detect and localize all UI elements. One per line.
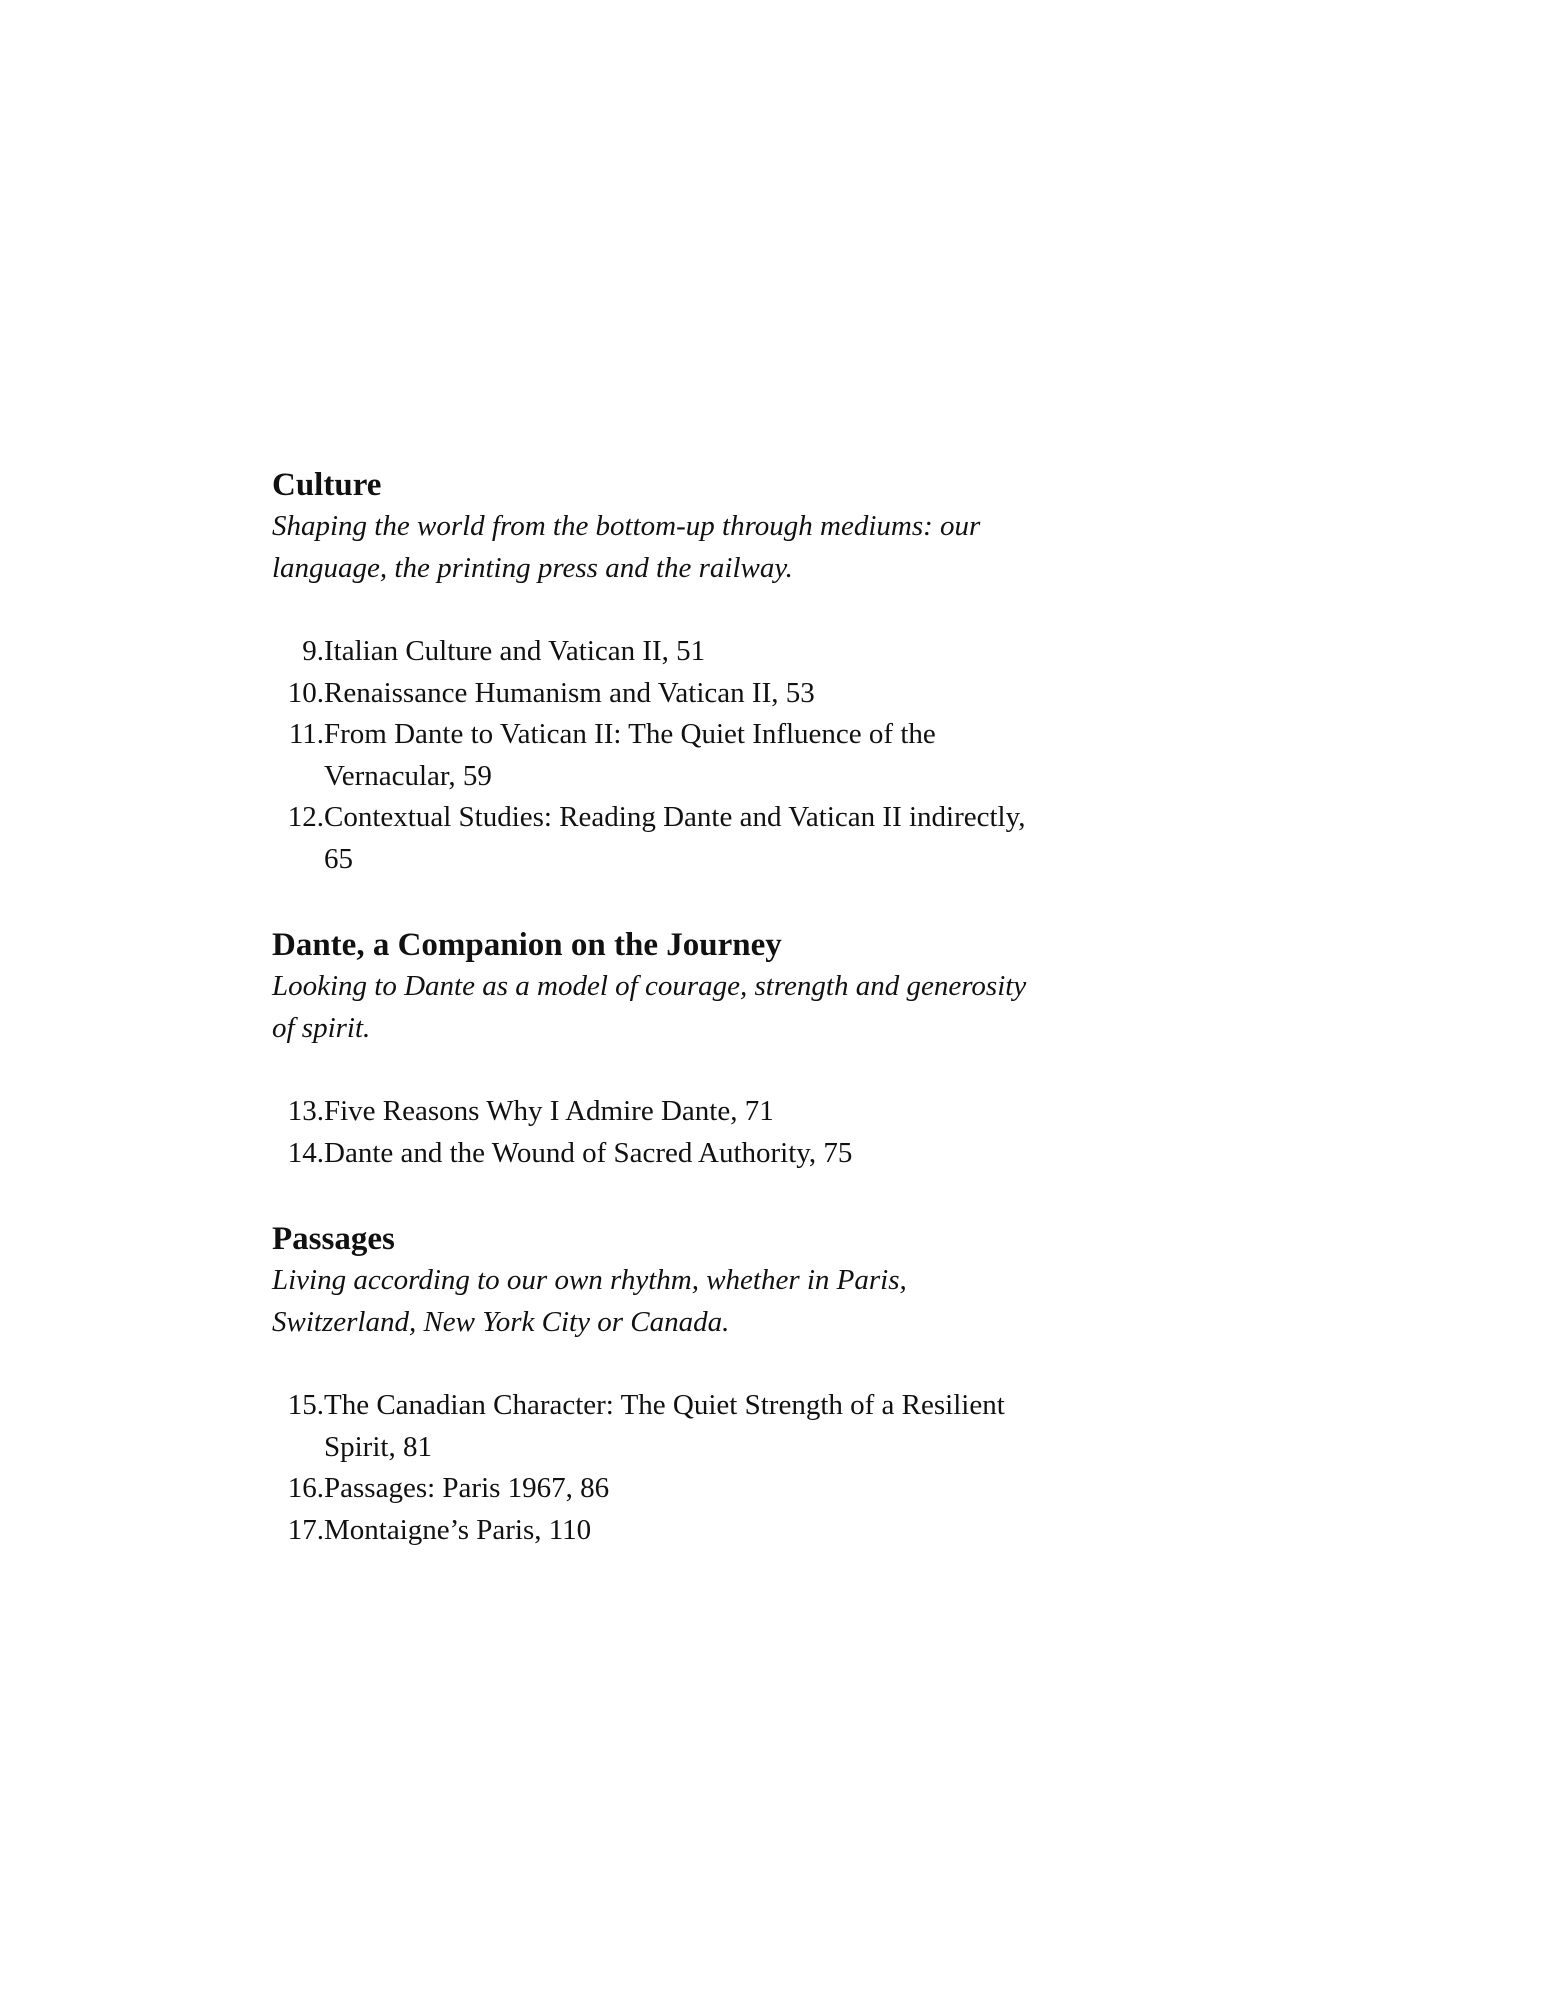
entry-list <box>272 631 1032 880</box>
entry-number: 9. <box>302 635 324 667</box>
entry-number: 15. <box>287 1389 324 1421</box>
contents-entry <box>272 1468 1032 1510</box>
entry-list <box>272 1385 1032 1551</box>
entry-title: Passages: Paris 1967, 86 <box>324 1472 610 1504</box>
entry-number: 11. <box>288 718 324 750</box>
contents-entry <box>272 714 1032 797</box>
section-title: Dante, a Companion on the Journey <box>272 927 782 963</box>
entry-title: From Dante to Vatican II: The Quiet Influence of the Vernacular, 59 <box>324 718 936 792</box>
section-title: Passages <box>272 1221 395 1257</box>
entry-title: Renaissance Humanism and Vatican II, 53 <box>324 676 815 709</box>
section-passages <box>272 1218 1032 1551</box>
entry-number: 16. <box>287 1472 324 1504</box>
entry-number: 12. <box>287 801 324 833</box>
entry-title: Montaigne’s Paris, 110 <box>324 1513 592 1546</box>
entry-number: 10. <box>287 676 324 709</box>
contents-entry <box>272 631 1032 673</box>
entry-title: Five Reasons Why I Admire Dante, 71 <box>324 1095 774 1127</box>
entry-title: Dante and the Wound of Sacred Authority, 75 <box>324 1136 853 1169</box>
section-description: Living according to our own rhythm, whether in Paris, Switzerland, New York City or Canada. <box>272 1264 907 1338</box>
entry-number: 14. <box>287 1136 324 1169</box>
entry-number: 17. <box>287 1513 324 1546</box>
contents-entry <box>272 797 1032 880</box>
entry-list <box>272 1091 1032 1174</box>
contents-entry <box>272 1510 1032 1552</box>
entry-title: Contextual Studies: Reading Dante and Vatican II indirectly, 65 <box>324 801 1026 875</box>
entry-number: 13. <box>287 1095 324 1127</box>
section-culture <box>272 464 1032 880</box>
contents-entry <box>272 673 1032 715</box>
contents-entry <box>272 1133 1032 1175</box>
contents-entry <box>272 1385 1032 1468</box>
section-description: Shaping the world from the bottom-up through mediums: our language, the printing press and the railway. <box>272 510 981 584</box>
section-title: Culture <box>272 467 382 503</box>
section-description: Looking to Dante as a model of courage, strength and generosity of spirit. <box>272 970 1027 1044</box>
section-dante-companion <box>272 924 1032 1174</box>
contents-entry <box>272 1091 1032 1133</box>
entry-title: Italian Culture and Vatican II, 51 <box>324 635 706 667</box>
entry-title: The Canadian Character: The Quiet Strength of a Resilient Spirit, 81 <box>324 1389 1005 1463</box>
contents-page <box>272 464 1032 1595</box>
